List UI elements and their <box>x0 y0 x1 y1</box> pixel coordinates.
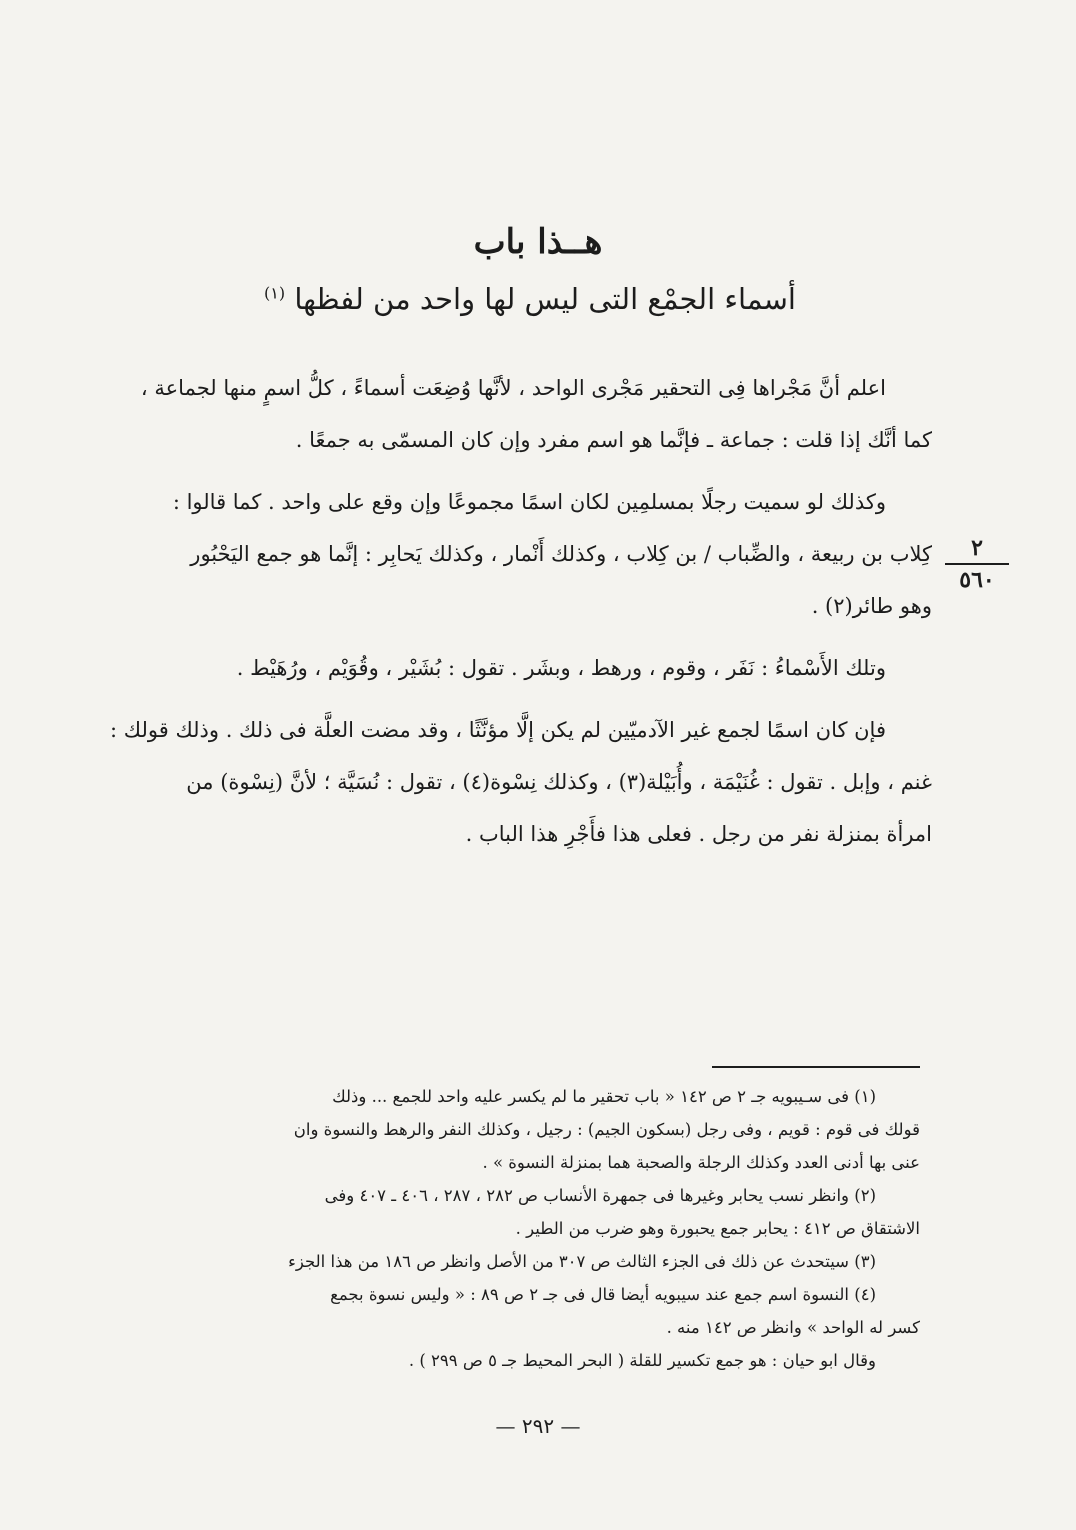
footnote-line: (٣) سيتحدث عن ذلك فى الجزء الثالث ص ٣٠٧ من الأصل وانظر ص ١٨٦ من هذا الجزء <box>288 1252 876 1271</box>
footnote-line: (٢) وانظر نسب يحابر وغيرها فى جمهرة الأنساب ص ٢٨٢ ، ٢٨٧ ، ٤٠٦ ـ ٤٠٧ وفى <box>324 1186 876 1205</box>
margin-page: ٥٦٠ <box>959 567 995 593</box>
footnote-line: وقال ابو حيان : هو جمع تكسير للقلة ( البحر المحيط جـ ٥ ص ٢٩٩ ) . <box>408 1351 876 1370</box>
body-line: كما أنَّك إذا قلت : جماعة ـ فإنَّما هو اسم مفرد وإن كان المسمّى به جمعًا . <box>295 428 932 452</box>
main-text <box>70 362 932 860</box>
subheading-footnote-marker: (١) <box>264 283 286 303</box>
footnotes <box>70 1080 920 1377</box>
footnote-separator <box>712 1066 920 1068</box>
body-line: وهو طائر(٢) . <box>811 594 932 618</box>
body-line: فإن كان اسمًا لجمع غير الآدميّين لم يكن إلَّا مؤنَّثًا ، وقد مضت العلَّة فى ذلك . وذلك قولك : <box>110 718 886 742</box>
body-line: اعلم أنَّ مَجْراها فِى التحقير مَجْرى الواحد ، لأنَّها وُضِعَت أسماءً ، كلُّ اسمٍ منها لجماعة ، <box>140 376 886 400</box>
body-line: وكذلك لو سميت رجلًا بمسلمِين لكان اسمًا مجموعًا وإن وقع على واحد . كما قالوا : <box>172 490 886 514</box>
chapter-heading: هــذا باب <box>473 222 603 262</box>
footnote-line: قولك فى قوم : قويم ، وفى رجل (بسكون الجيم) : رجيل ، وكذلك النفر والرهط والنسوة وان <box>293 1120 920 1139</box>
page-number: — ٢٩٢ — <box>495 1414 581 1438</box>
body-line: كِلاب بن ربيعة ، والضِّباب / بن كِلاب ، وكذلك أَنْمار ، وكذلك يَحابِر : إنَّما هو جمع اليَحْبُور <box>190 542 932 566</box>
subheading-text: أسماء الجمْع التى ليس لها واحد من لفظها <box>294 282 796 316</box>
footnote-line: عنى بها أدنى العدد وكذلك الرجلة والصحبة هما بمنزلة النسوة » . <box>482 1153 920 1172</box>
footnote-line: (١) فى سـيبويه جـ ٢ ص ١٤٢ « باب تحقير ما لم يكسر عليه واحد للجمع ... وذلك <box>332 1087 876 1106</box>
footnote-line: الاشتقاق ص ٤١٢ : يحابر جمع يحبورة وهو ضرب من الطير . <box>515 1219 920 1238</box>
body-line: وتلك الأَسْماءُ : نَفَر ، وقوم ، ورهط ، وبشَر . تقول : بُشَيْر ، وقُوَيْم ، ورُهَيْط . <box>236 656 886 680</box>
body-line: غنم ، وإبل . تقول : غُنَيْمَة ، وأُبَيْلة(٣) ، وكذلك نِسْوة(٤) ، تقول : نُسَيَّة ؛ لأنَّ (نِسْوة) من <box>186 770 932 794</box>
body-line: امرأة بمنزلة نفر من رجل . فعلى هذا فأَجْرِ هذا الباب . <box>465 822 932 846</box>
margin-volume: ٢ <box>945 535 1009 565</box>
footnote-line: كسر له الواحد » وانظر ص ١٤٢ منه . <box>666 1318 920 1337</box>
margin-page-reference <box>945 535 1009 593</box>
footnote-line: (٤) النسوة اسم جمع عند سيبويه أيضا قال فى جـ ٢ ص ٨٩ : « وليس نسوة بجمع <box>330 1285 876 1304</box>
chapter-subheading <box>200 282 860 316</box>
